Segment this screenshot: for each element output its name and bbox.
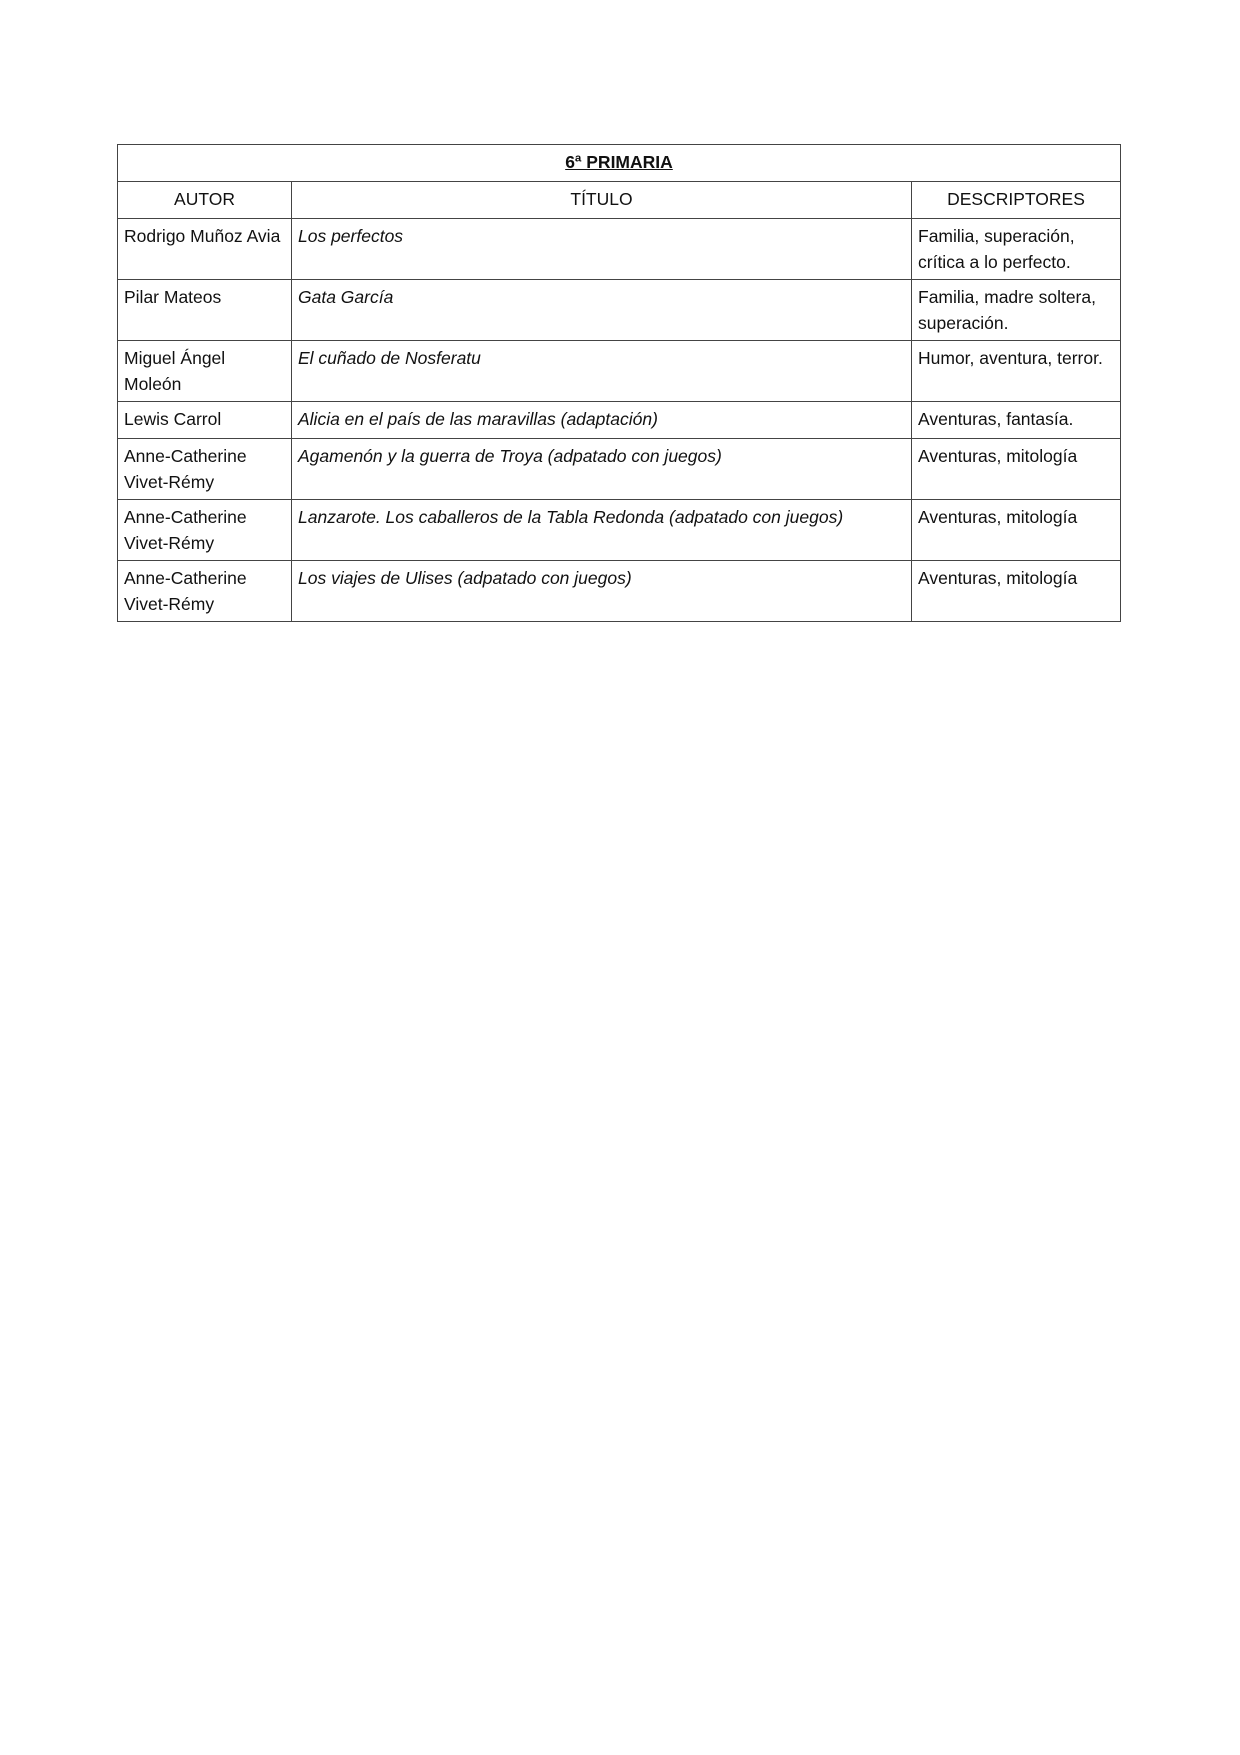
table-row xyxy=(118,341,1121,402)
table-row xyxy=(118,280,1121,341)
cell-autor: Rodrigo Muñoz Avia xyxy=(118,219,292,280)
cell-descriptores: Aventuras, mitología xyxy=(912,439,1121,500)
cell-autor: Anne-Catherine Vivet-Rémy xyxy=(118,439,292,500)
cell-titulo: Lanzarote. Los caballeros de la Tabla Redonda (adpatado con juegos) xyxy=(292,500,912,561)
cell-descriptores: Familia, madre soltera, superación. xyxy=(912,280,1121,341)
cell-autor: Lewis Carrol xyxy=(118,402,292,439)
table-row xyxy=(118,561,1121,622)
table-row xyxy=(118,500,1121,561)
header-row xyxy=(118,182,1121,219)
cell-titulo: Los perfectos xyxy=(292,219,912,280)
table-row xyxy=(118,402,1121,439)
table-row xyxy=(118,219,1121,280)
cell-descriptores: Aventuras, mitología xyxy=(912,500,1121,561)
header-autor: AUTOR xyxy=(118,182,292,219)
cell-descriptores: Aventuras, fantasía. xyxy=(912,402,1121,439)
cell-titulo: El cuñado de Nosferatu xyxy=(292,341,912,402)
cell-descriptores: Aventuras, mitología xyxy=(912,561,1121,622)
table-title-row xyxy=(118,145,1121,182)
header-titulo: TÍTULO xyxy=(292,182,912,219)
cell-descriptores: Familia, superación, crítica a lo perfecto. xyxy=(912,219,1121,280)
cell-titulo: Los viajes de Ulises (adpatado con juegos) xyxy=(292,561,912,622)
reading-list-table xyxy=(117,144,1121,622)
cell-titulo: Agamenón y la guerra de Troya (adpatado con juegos) xyxy=(292,439,912,500)
cell-titulo: Alicia en el país de las maravillas (adaptación) xyxy=(292,402,912,439)
table-title: 6ª PRIMARIA xyxy=(118,145,1121,182)
cell-autor: Miguel Ángel Moleón xyxy=(118,341,292,402)
cell-titulo: Gata García xyxy=(292,280,912,341)
cell-autor: Pilar Mateos xyxy=(118,280,292,341)
cell-autor: Anne-Catherine Vivet-Rémy xyxy=(118,500,292,561)
cell-autor: Anne-Catherine Vivet-Rémy xyxy=(118,561,292,622)
cell-descriptores: Humor, aventura, terror. xyxy=(912,341,1121,402)
header-descriptores: DESCRIPTORES xyxy=(912,182,1121,219)
table-row xyxy=(118,439,1121,500)
